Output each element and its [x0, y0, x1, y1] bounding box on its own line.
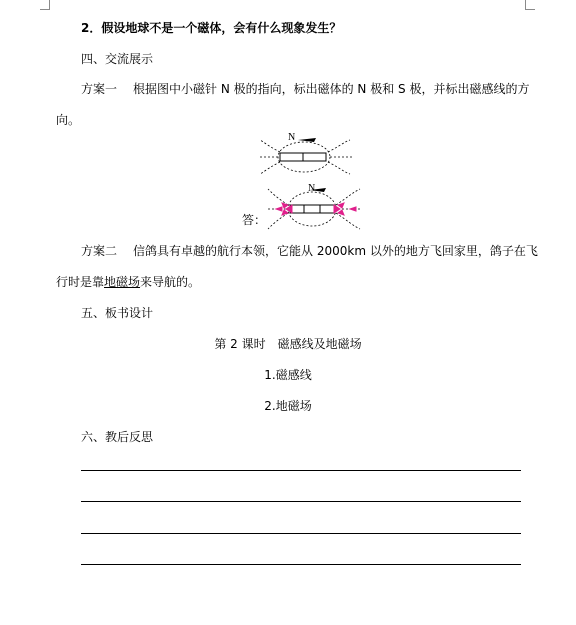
- reflection-line-3: [81, 533, 521, 534]
- needle-n-label: N: [288, 132, 296, 143]
- plan-2-line-2: [56, 274, 200, 290]
- board-item-2: 2.地磁场: [264, 399, 312, 413]
- plan-2-text-pre: 行时是靠: [56, 275, 105, 289]
- plan-1-text: 根据图中小磁针 N 极的指向，标出磁体的 N 极和 S 极，并标出磁感线的方: [133, 82, 530, 96]
- plan-1-line-2: 向。: [56, 113, 81, 127]
- plan-2-text: 信鸽具有卓越的航行本领，它能从 2000km 以外的地方飞回家里，鸽子在飞: [133, 244, 538, 258]
- magnet-figure-answer: [266, 183, 362, 235]
- plan-2-text-post: 来导航的。: [140, 275, 201, 289]
- compass-needle-icon: [298, 138, 316, 142]
- reflection-line-1: [81, 470, 521, 471]
- page-corner-mark-left: [40, 0, 50, 10]
- question-2: 2．假设地球不是一个磁体，会有什么现象发生？: [81, 21, 342, 35]
- bar-magnet: [290, 205, 334, 213]
- plan-1-line-1: [81, 81, 529, 97]
- plan-1-label: 方案一: [81, 82, 118, 96]
- needle-n-label: N: [308, 183, 316, 194]
- section-heading-4: 四、交流展示: [81, 52, 154, 66]
- magnet-figure-question: [258, 132, 354, 182]
- section-heading-6: 六、教后反思: [81, 430, 154, 444]
- reflection-line-4: [81, 564, 521, 565]
- section-heading-5: 五、板书设计: [81, 306, 154, 320]
- answer-label: 答：: [242, 213, 267, 227]
- page-corner-mark-right: [525, 0, 535, 10]
- plan-2-line-1: [81, 243, 538, 259]
- plan-2-label: 方案二: [81, 244, 118, 258]
- plan-2-answer: 地磁场: [104, 275, 141, 289]
- reflection-line-2: [81, 501, 521, 502]
- board-title: 第 2 课时 磁感线及地磁场: [214, 337, 362, 351]
- board-item-1: 1.磁感线: [264, 368, 312, 382]
